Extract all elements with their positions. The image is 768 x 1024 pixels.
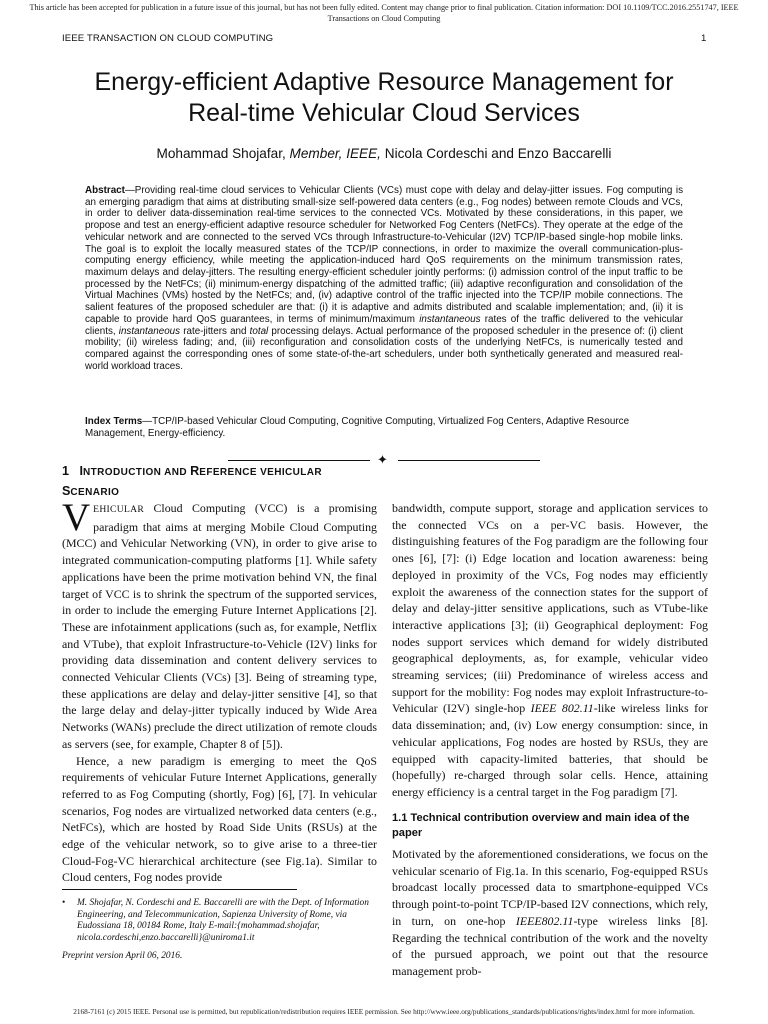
section-number: 1 [62,464,70,478]
diamond-ornament-icon: ✦ [377,453,388,468]
heading-sc-1: NTRODUCTION AND [83,467,191,478]
footnote-text: M. Shojafar, N. Cordeschi and E. Baccarelli are with the Dept. of Information Engineering, and Telecommunication, Sapienza University of Rome, via Eudossiana 18, 00184 Rome, Italy E-mail:{mohammad.shojafar, nicola.cordeschi,enzo.baccarelli}@uniroma1.it [77,898,369,943]
subsection-heading: 1.1 Technical contribution overview and main idea of the paper [392,812,690,839]
heading-sc-2: EFERENCE VEHICULAR [199,467,323,478]
drop-cap: V [62,496,91,539]
intro-paragraph-3 [392,500,708,801]
index-terms-text: —TCP/IP-based Vehicular Cloud Computing, Cognitive Computing, Virtualized Fog Centers, Adaptive Resource Management, Energy-efficiency. [85,416,630,439]
abstract [85,185,683,373]
col2-emph-1: IEEE 802.11 [530,701,594,716]
col2-text-2a: Motivated by the aforementioned considerations, we focus on the vehicular scenario of Fig.1a. In this scenario, Fog-equipped RSUs broadcast locally processed data to smartphone-equipped VCs through point-to-point TCP/IP-based I2V connections, which rely, in turn, on one-hop [392,847,708,928]
abstract-text-2: rates of the traffic delivered to the vehicular clients, [85,313,684,337]
publication-notice: This article has been accepted for publication in a future issue of this journal, but has not been fully edited. Content may change prior to final publication. Citation information: DOI 10.1109/TCC.2016.2551747, IEEE Transactions on Cloud Computing [29,3,739,23]
preprint-date: Preprint version April 06, 2016. [62,951,183,961]
col2-text-1b: -like wireless links for data dissemination; and, (iv) Low energy consumption: since, in vehicular applications, Fog nodes are hosted by RSUs, they are equipped with capacity-limited batteries, that should be (hopefully) re-charged through solar cells. Hence, attaining energy efficiency is a central target in the Fog paradigm [7]. [392,701,708,799]
col2-text-1a: bandwidth, compute support, storage and application services to the connected VCs on a per-VC basis. However, the distinguishing features of the Fog paradigm are the following four ones [6], [7]: (i) Edge location and location awareness: being deployed in proximity of the VCs, Fog nodes may efficiently exploit the awareness of the connection states for the support of delay and delay-jitter sensitive applications, such as VTube-like interactive applications [3]; (ii) Geographical deployment: Fog nodes support services which demand for widely distributed geographical deployments, as, for example, vehicular video streaming services; (iii) Predominance of wireless access and support for the mobility: Fog nodes may exploit Infrastructure-to-Vehicular (I2V) single-hop [392,501,708,716]
author-footnote [62,898,382,944]
title-line-1: Energy-efficient Adaptive Resource Management for [94,68,674,96]
abstract-text-4: processing delays. Actual performance of the proposed scheduler in the presence of: (i) client mobility; (ii) wireless fading; and, (iii) reconfiguration and consolidation costs of the underlying NetFCs, is numerically tested and compared against the corresponding ones of some state-of-the-art schedulers, under both synthetically generated and measured real-world workload traces. [85,325,683,372]
intro-paragraph-2: Hence, a new paradigm is emerging to meet the QoS requirements of vehicular Future Internet Applications, generally referred to as Fog Computing (shortly, Fog) [6], [7]. In vehicular scenarios, Fog nodes are virtualized networked data centers (e.g., NetFCs), which are hosted by Road Side Units (RSUs) at the edge of the vehicular network, so to give arise to a three-tier Cloud-Fog-VC hierarchical architecture (see Fig.1a). Similar to Cloud centers, Fog nodes provide [62,753,377,885]
footnote-rule [62,889,297,890]
index-terms-label: Index Terms [85,416,143,427]
abstract-emph-2: instantaneous [118,325,181,337]
abstract-text-3: rate-jitters and [180,325,250,337]
heading-cap-2: R [190,464,200,478]
page-number: 1 [701,33,707,44]
col2-emph-2: IEEE802.11 [515,913,574,928]
bullet-icon: • [62,898,66,908]
column-left [62,496,377,886]
col2-text-2b: -type wireless links [8]. Regarding the technical contribution of the work and the novelty of the pursued approach, we point out that the resource management prob- [392,913,709,978]
heading-cap-1: I [79,464,84,478]
intro-text-1: Cloud Computing (VCC) is a promising paradigm that aims at merging Mobile Cloud Computing (MCC) and Vehicular Networking (VN), in order to give arise to integrated communication-computing platforms [1]. While safety applications have been the prime motivation behind VN, the final target of VCC is to shrink the spectrum of the supported services, in order to include the emerging Future Internet Applications [2]. These are infotainment applications (such as, for example, Netflix and VTube), that exploit Infrastructure-to-Vehicle (I2V) links for providing data dissemination and content delivery services to connected Vehicular Clients (VCs) [3]. Being of streaming type, these applications are delay and delay-jitter sensitive [4], so that the large delay and delay-jitter typically induced by Wide Area Networks (WANs) preclude the direct utilization of remote clouds as servers (see, for example, Chapter 8 of [5]). [62,501,377,751]
other-authors: Nicola Cordeschi and Enzo Baccarelli [384,146,612,161]
abstract-text-1: —Providing real-time cloud services to Vehicular Clients (VCs) must cope with delay and delay-jitter issues. Fog computing is an emerging paradigm that aims at distributing small-size self-powered data centers (e.g., Fog nodes) between remote Clouds and VCs, in order to deliver data-dissemination real-time services to the connected VCs. Motivated by these considerations, in this paper, we propose and test an energy-efficient adaptive resource scheduler for Networked Fog Centers (NetFCs). They operate at the edge of the vehicular network and are connected to the served VCs through Infrastructure-to-Vehicular (I2V) TCP/IP-based single-hop mobile links. The goal is to exploit the locally measured states of the TCP/IP connections, in order to maximize the overall communication-plus-computing energy efficiency, while meeting the application-induced hard QoS requirements on the minimum transmission rates, maximum delays and delay-jitters. The resulting energy-efficient scheduler jointly performs: (i) admission control of the input traffic to be processed by the NetFCs; (ii) minimum-energy dispatching of the admitted traffic; (iii) adaptive reconfiguration and consolidation of the Virtual Machines (VMs) hosted by the NetFCs; and, (iv) adaptive control of the traffic injected into the TCP/IP mobile connections. The salient features of the proposed scheduler are that: (i) it is adaptive and admits distributed and scalable implementation; and, (ii) it is capable to provide hard QoS guarantees, in terms of minimum/maximum [85,185,683,325]
first-word-smallcaps: EHICULAR [93,504,145,515]
title-line-2: Real-time Vehicular Cloud Services [188,99,580,127]
divider-line-left [228,460,370,461]
subsection-paragraph [392,846,708,980]
abstract-emph-3: total [249,325,269,337]
heading-cap-3: S [62,484,71,498]
intro-paragraph-1 [62,496,377,753]
copyright-line: 2168-7161 (c) 2015 IEEE. Personal use is permitted, but republication/redistribution requires IEEE permission. See http://www.ieee.org/publications_standards/publications/rights/index.html for more information. [73,1007,695,1016]
author-1-membership: Member, IEEE, [289,146,381,161]
section-heading [62,462,382,502]
column-right [392,500,708,801]
author-1: Mohammad Shojafar, [156,146,286,161]
abstract-emph-1: instantaneous [419,313,481,325]
abstract-label: Abstract [85,185,125,196]
divider-line-right [398,460,540,461]
heading-sc-3: CENARIO [70,487,120,498]
running-head: IEEE TRANSACTION ON CLOUD COMPUTING [62,33,274,44]
author-list [40,146,728,161]
index-terms [85,416,683,439]
paper-title [40,67,728,129]
column-right-continued [392,846,708,980]
